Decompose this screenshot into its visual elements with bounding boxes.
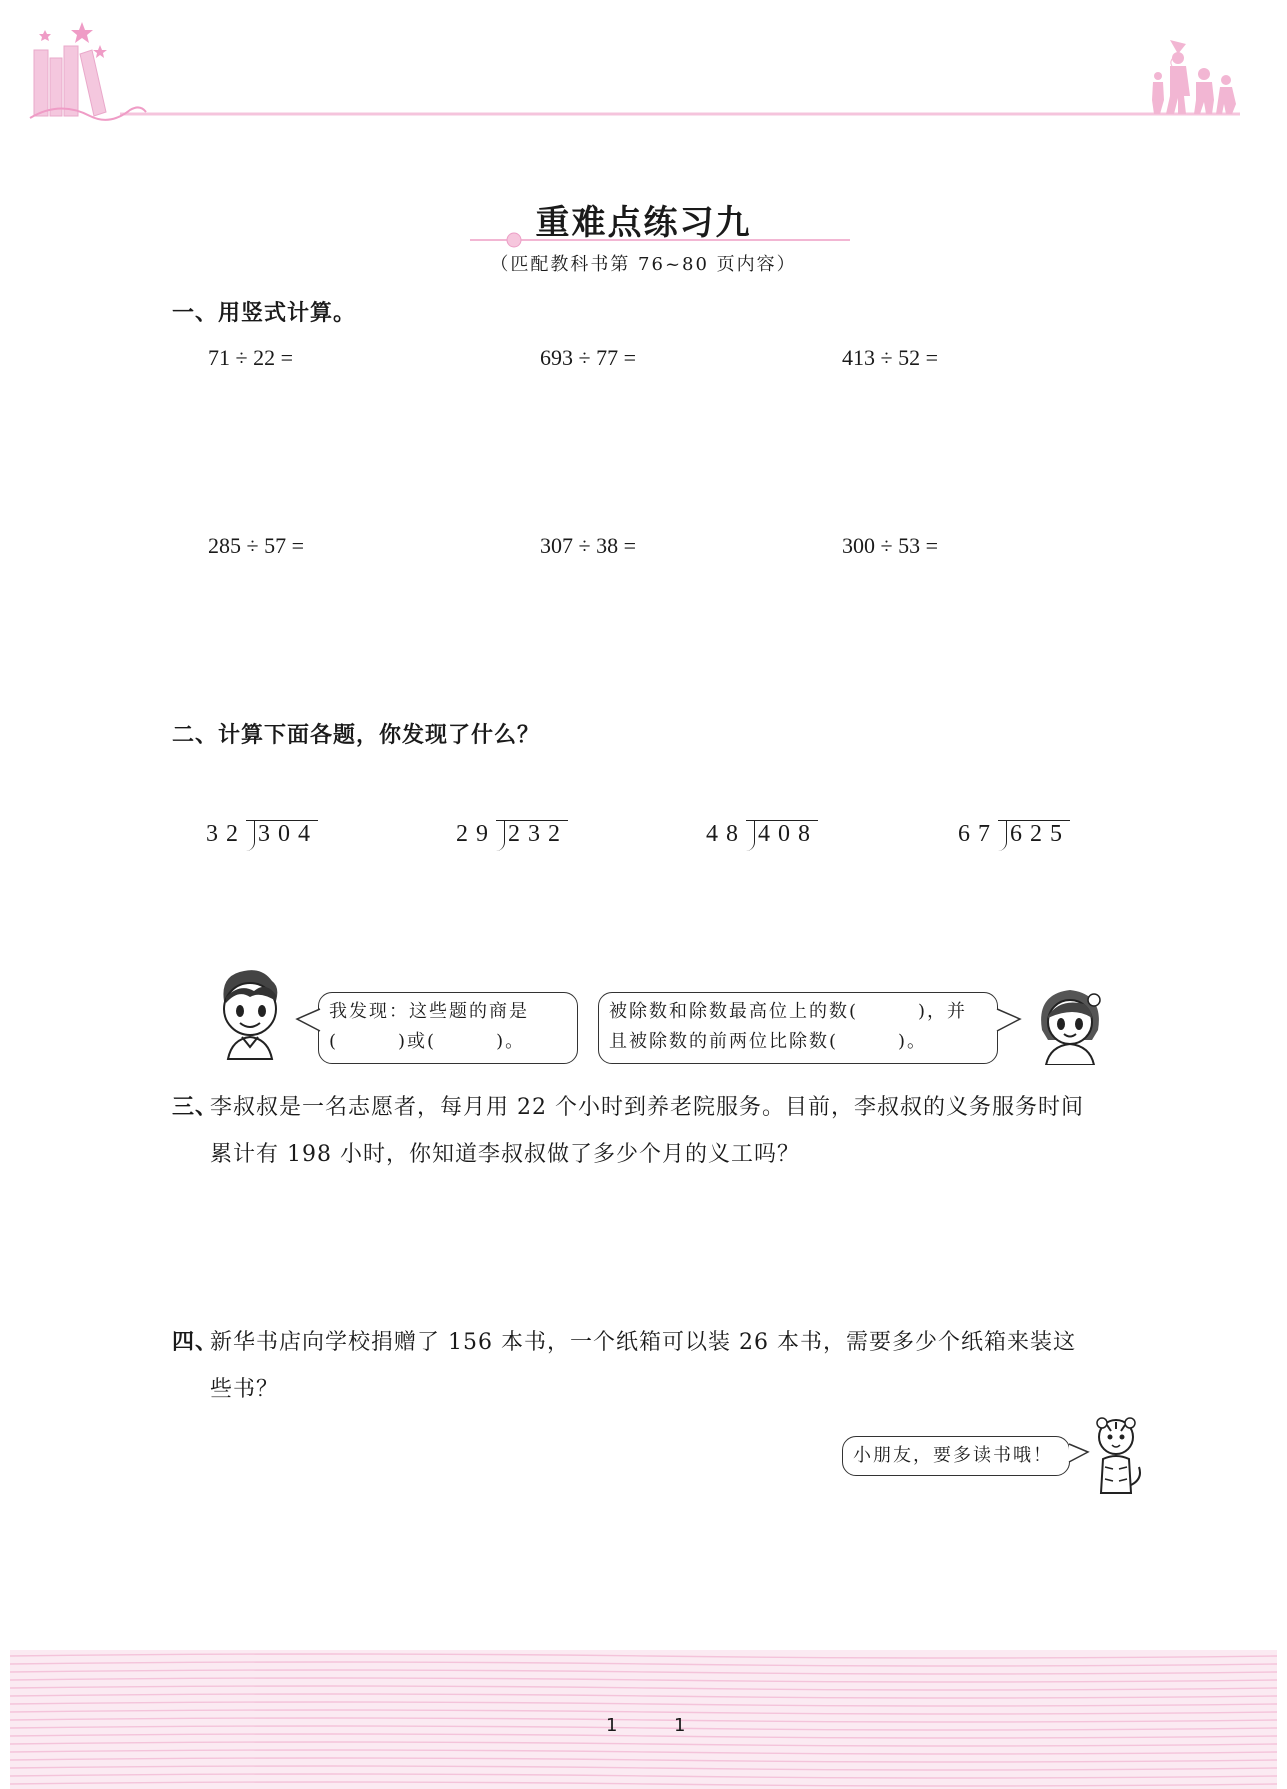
boy-bubble-line2: ( )或( )。	[329, 1031, 526, 1052]
footer-stripe-band	[10, 1650, 1277, 1789]
long-division-2	[456, 820, 568, 848]
boy-bubble-tail	[295, 1005, 321, 1035]
divisor: 67	[958, 821, 998, 847]
page-number-right: 1	[674, 1715, 686, 1736]
tiger-cartoon-icon	[1085, 1415, 1147, 1495]
long-division-4	[958, 820, 1070, 848]
books-icon	[34, 46, 106, 116]
section3-line1: 李叔叔是一名志愿者，每月用 22 个小时到养老院服务。目前，李叔叔的义务服务时间	[210, 1095, 1084, 1120]
long-division-3	[706, 820, 818, 848]
problem-5: 307 ÷ 38 =	[540, 533, 636, 558]
problem-6: 300 ÷ 53 =	[842, 533, 938, 558]
boy-speech-bubble	[318, 992, 578, 1064]
problem-4: 285 ÷ 57 =	[208, 533, 304, 558]
dividend: 304	[258, 821, 318, 847]
dividend: 625	[1010, 821, 1070, 847]
section2-heading: 二、计算下面各题，你发现了什么？	[172, 723, 541, 748]
page-number-left: 1	[606, 1715, 618, 1736]
page-title: 重难点练习九	[535, 203, 752, 243]
page-subtitle: （匹配教科书第 76~80 页内容）	[490, 254, 797, 275]
girl-speech-bubble	[598, 992, 998, 1064]
section4-number: 四、	[172, 1330, 219, 1355]
girl-bubble-tail	[996, 1005, 1022, 1035]
title-underline-decoration	[470, 232, 850, 248]
section4-line2: 些书？	[210, 1377, 280, 1402]
section4-line1: 新华书店向学校捐赠了 156 本书，一个纸箱可以装 26 本书，需要多少个纸箱来装这	[210, 1330, 1076, 1355]
section3-number: 三、	[172, 1095, 219, 1120]
divisor: 32	[206, 821, 246, 847]
tiger-speech-bubble: 小朋友，要多读书哦！	[842, 1436, 1070, 1476]
dividend: 232	[508, 821, 568, 847]
section1-heading: 一、用竖式计算。	[172, 301, 357, 326]
dividend: 408	[758, 821, 818, 847]
problem-2: 693 ÷ 77 =	[540, 345, 636, 370]
girl-bubble-line2: 且被除数的前两位比除数( )。	[609, 1031, 928, 1052]
boy-bubble-line1: 我发现：这些题的商是	[329, 1001, 529, 1022]
divisor: 48	[706, 821, 746, 847]
section3-line2: 累计有 198 小时，你知道李叔叔做了多少个月的义工吗？	[210, 1142, 800, 1167]
divisor: 29	[456, 821, 496, 847]
family-kite-icon	[1152, 40, 1236, 114]
long-division-1	[206, 820, 318, 848]
problem-1: 71 ÷ 22 =	[208, 345, 293, 370]
problem-3: 413 ÷ 52 =	[842, 345, 938, 370]
girl-cartoon-icon	[1030, 980, 1110, 1065]
girl-bubble-line1: 被除数和除数最高位上的数( )，并	[609, 1001, 968, 1022]
boy-cartoon-icon	[210, 965, 290, 1060]
header-decoration	[0, 0, 1287, 130]
